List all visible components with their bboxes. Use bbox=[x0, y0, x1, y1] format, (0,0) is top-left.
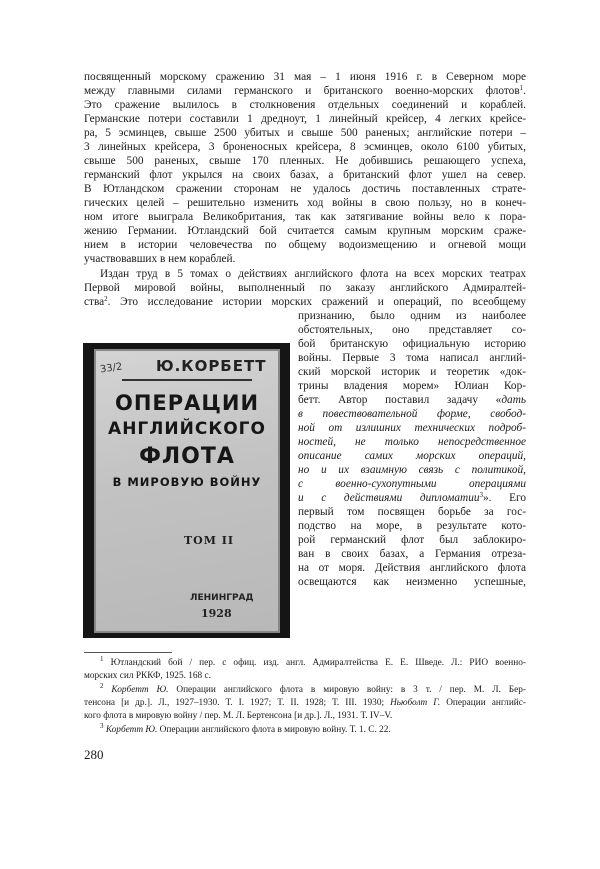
body-line: обстоятельных, оно представляет со- bbox=[298, 324, 526, 336]
cover-title-line: АНГЛИЙСКОГО bbox=[108, 419, 266, 439]
body-line: и с действиями дипломатии$^3$». Его bbox=[298, 491, 526, 504]
body-line: но и их взаимную связь с политикой, bbox=[298, 464, 526, 476]
footnote-2: $^2$ Корбетт Ю. Операции английского флота в мировую войну: в 3 т. / пер. М. Л. Бер- bbox=[100, 682, 526, 695]
body-line: бетт. Автор поставил задачу «дать bbox=[298, 394, 526, 406]
footnote-1-cont: морских сил РККФ, 1925. 168 с. bbox=[84, 671, 211, 681]
body-line: германский флот укрылся на своих базах, а британский флот ушел на север. bbox=[84, 169, 526, 181]
footnote-ref: 2 bbox=[104, 295, 108, 303]
body-line: ной от излишних технических подроб- bbox=[298, 422, 526, 434]
body-line: участвовавших в нем кораблей. bbox=[84, 253, 236, 265]
body-line: свыше 500 раненых, свыше 170 пленных. Не добившись решающего успеха, bbox=[84, 155, 526, 167]
body-line: рой германский флот был заблокиро- bbox=[298, 534, 526, 546]
body-line: ра, 5 эсминцев, свыше 2500 убитых и свыше 500 раненых; английские потери – bbox=[84, 127, 526, 139]
body-line: В Ютландском сражении сторонам не удалось достичь поставленных страте- bbox=[84, 183, 526, 195]
footnote-rule bbox=[84, 652, 172, 653]
body-line: трины владения морем» Юлиан Кор- bbox=[298, 380, 526, 392]
body-line: нием в истории человечества по общему водоизмещению и огневой мощи bbox=[84, 239, 526, 251]
footnote-1: $^1$ Ютландский бой / пер. с офиц. изд. англ. Адмиралтейства Е. Е. Шведе. Л.: РИО военно- bbox=[100, 655, 527, 668]
body-line: посвященный морскому сражению 31 мая – 1 июня 1916 г. в Северном море bbox=[84, 71, 526, 83]
body-line: в повествовательной форме, свобод- bbox=[298, 408, 526, 420]
book-cover-photo bbox=[83, 343, 290, 638]
body-line: жению Германии. Ютландский бой считается самым крупным морским сраже- bbox=[84, 225, 526, 237]
body-line: гических целей – решительно изменить ход войны в свою пользу, но в конеч- bbox=[84, 197, 526, 209]
body-line: ский морской историк и теоретик «док- bbox=[298, 366, 526, 378]
body-line: Германские потери составили 1 дредноут, 1 линейный крейсер, 4 легких крейсе- bbox=[84, 113, 526, 125]
footnote-2-cont: кого флота в мировую войну / пер. М. Л. Бертенсона [и др.]. Л., 1931. Т. IV–V. bbox=[84, 711, 393, 721]
body-line: с военно-сухопутными операциями bbox=[298, 478, 526, 490]
body-line: подство на море, в результате кото- bbox=[298, 520, 526, 532]
body-line: ностей, не только непосредственное bbox=[298, 436, 526, 448]
cover-divider bbox=[122, 379, 252, 381]
footnote-ref: 1 bbox=[519, 84, 524, 92]
body-line: Это сражение вылилось в столкновения отдельных соединений и кораблей. bbox=[84, 99, 526, 111]
book-cover bbox=[94, 349, 280, 633]
footnote-ref: 3 bbox=[479, 491, 483, 499]
footnote-3: $^3$ Корбетт Ю. Операции английского флота в мировую войну. Т. 1. С. 22. bbox=[100, 722, 391, 735]
body-line: ном итоге выиграла Великобритания, так как затягивание войны вело к пора- bbox=[84, 211, 526, 223]
body-line: первый том посвящен борьбе за гос- bbox=[298, 506, 526, 518]
footnote-2-cont: тенсона [и др.]. Л., 1927–1930. Т. I. 1927; Т. II. 1928; Т. III. 1930; Ньюболт Г. Операции английс- bbox=[84, 698, 526, 708]
body-line: 3 линейных крейсера, 3 броненосных крейсера, 8 эсминцев, около 6100 убитых, bbox=[84, 141, 526, 153]
body-line: между главными силами германского и британского военно-морских флотов$^1$. bbox=[84, 84, 526, 97]
body-line: Первой мировой войны, выполненный по заказу английского Адмиралтей- bbox=[84, 282, 526, 294]
body-line: описание самих морских операций, bbox=[298, 450, 526, 462]
cover-author: Ю.КОРБЕТТ bbox=[156, 357, 267, 375]
cover-year: 1928 bbox=[201, 607, 232, 620]
cover-library-mark: 33/2 bbox=[99, 361, 124, 376]
page-number: 280 bbox=[84, 747, 104, 762]
body-line: бой британскую официальную историю bbox=[298, 338, 526, 350]
body-line: войны. Первые 3 тома написал англий- bbox=[298, 352, 526, 364]
cover-volume: ТОМ II bbox=[184, 534, 235, 547]
body-line: ства$^2$. Это исследование истории морских сражений и операций, по всеобщему bbox=[84, 295, 526, 308]
body-line: освещаются как неизменно успешные, bbox=[298, 576, 526, 588]
body-line: ван в своих базах, а Германия отреза- bbox=[298, 548, 526, 560]
cover-city: ЛЕНИНГРАД bbox=[190, 593, 254, 603]
cover-title-line: ФЛОТА bbox=[139, 444, 235, 469]
body-line: на от моря. Действия английского флота bbox=[298, 562, 526, 574]
body-line: Издан труд в 5 томах о действиях английского флота на всех морских театрах bbox=[100, 268, 526, 280]
cover-subtitle: В МИРОВУЮ ВОЙНУ bbox=[112, 475, 262, 489]
body-line: признанию, было одним из наиболее bbox=[298, 310, 526, 322]
cover-title-line: ОПЕРАЦИИ bbox=[114, 391, 260, 415]
